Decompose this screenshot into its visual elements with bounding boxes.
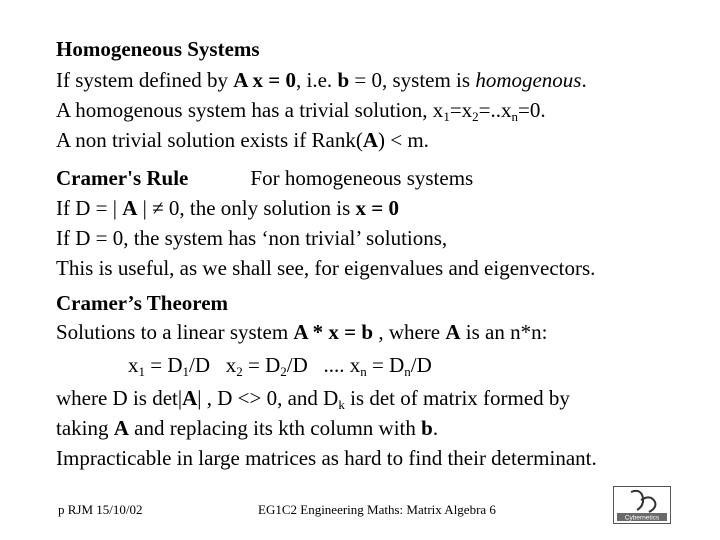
svg-text:Cybernetics: Cybernetics [624,514,660,522]
text-line: If D = 0, the system has ‘non trivial’ solutions, [56,226,448,250]
footer-course-title: EG1C2 Engineering Maths: Matrix Algebra 6 [258,502,496,517]
text-line: A non trivial solution exists if Rank(A) < m. [56,128,429,152]
section-heading-cramers-theorem: Cramer’s Theorem [56,291,229,315]
text-line: taking A and replacing its kth column with b. [56,416,439,440]
cramer-formula: $x_1 = D_1/D$ $x_2 = D_2/D$ .... $x_n = D_n/D$ [128,353,432,379]
text-line: Impracticable in large matrices as hard to find their determinant. [56,446,597,470]
text-line: A homogenous system has a trivial solution, $x_1=x_2=..x_n=0$. [56,98,546,124]
text-line: where D is det|A| , D <> 0, and $D_k$ is det of matrix formed by [56,386,570,412]
subheading: For homogeneous systems [250,166,474,190]
section-heading-homogeneous: Homogeneous Systems [56,37,260,61]
cybernetics-logo [613,486,671,524]
text-line: Solutions to a linear system A * x = b , where A is an n*n: [56,320,548,344]
footer-author-date: p RJM 15/10/02 [58,502,143,517]
text-line: If system defined by A x = 0, i.e. b = 0, system is homogenous. [56,68,587,92]
text-line: If D = | A | ≠ 0, the only solution is x = 0 [56,196,399,220]
section-heading-cramers-rule: Cramer's Rule For homogeneous systems [56,166,474,190]
text-line: This is useful, as we shall see, for eigenvalues and eigenvectors. [56,256,596,280]
